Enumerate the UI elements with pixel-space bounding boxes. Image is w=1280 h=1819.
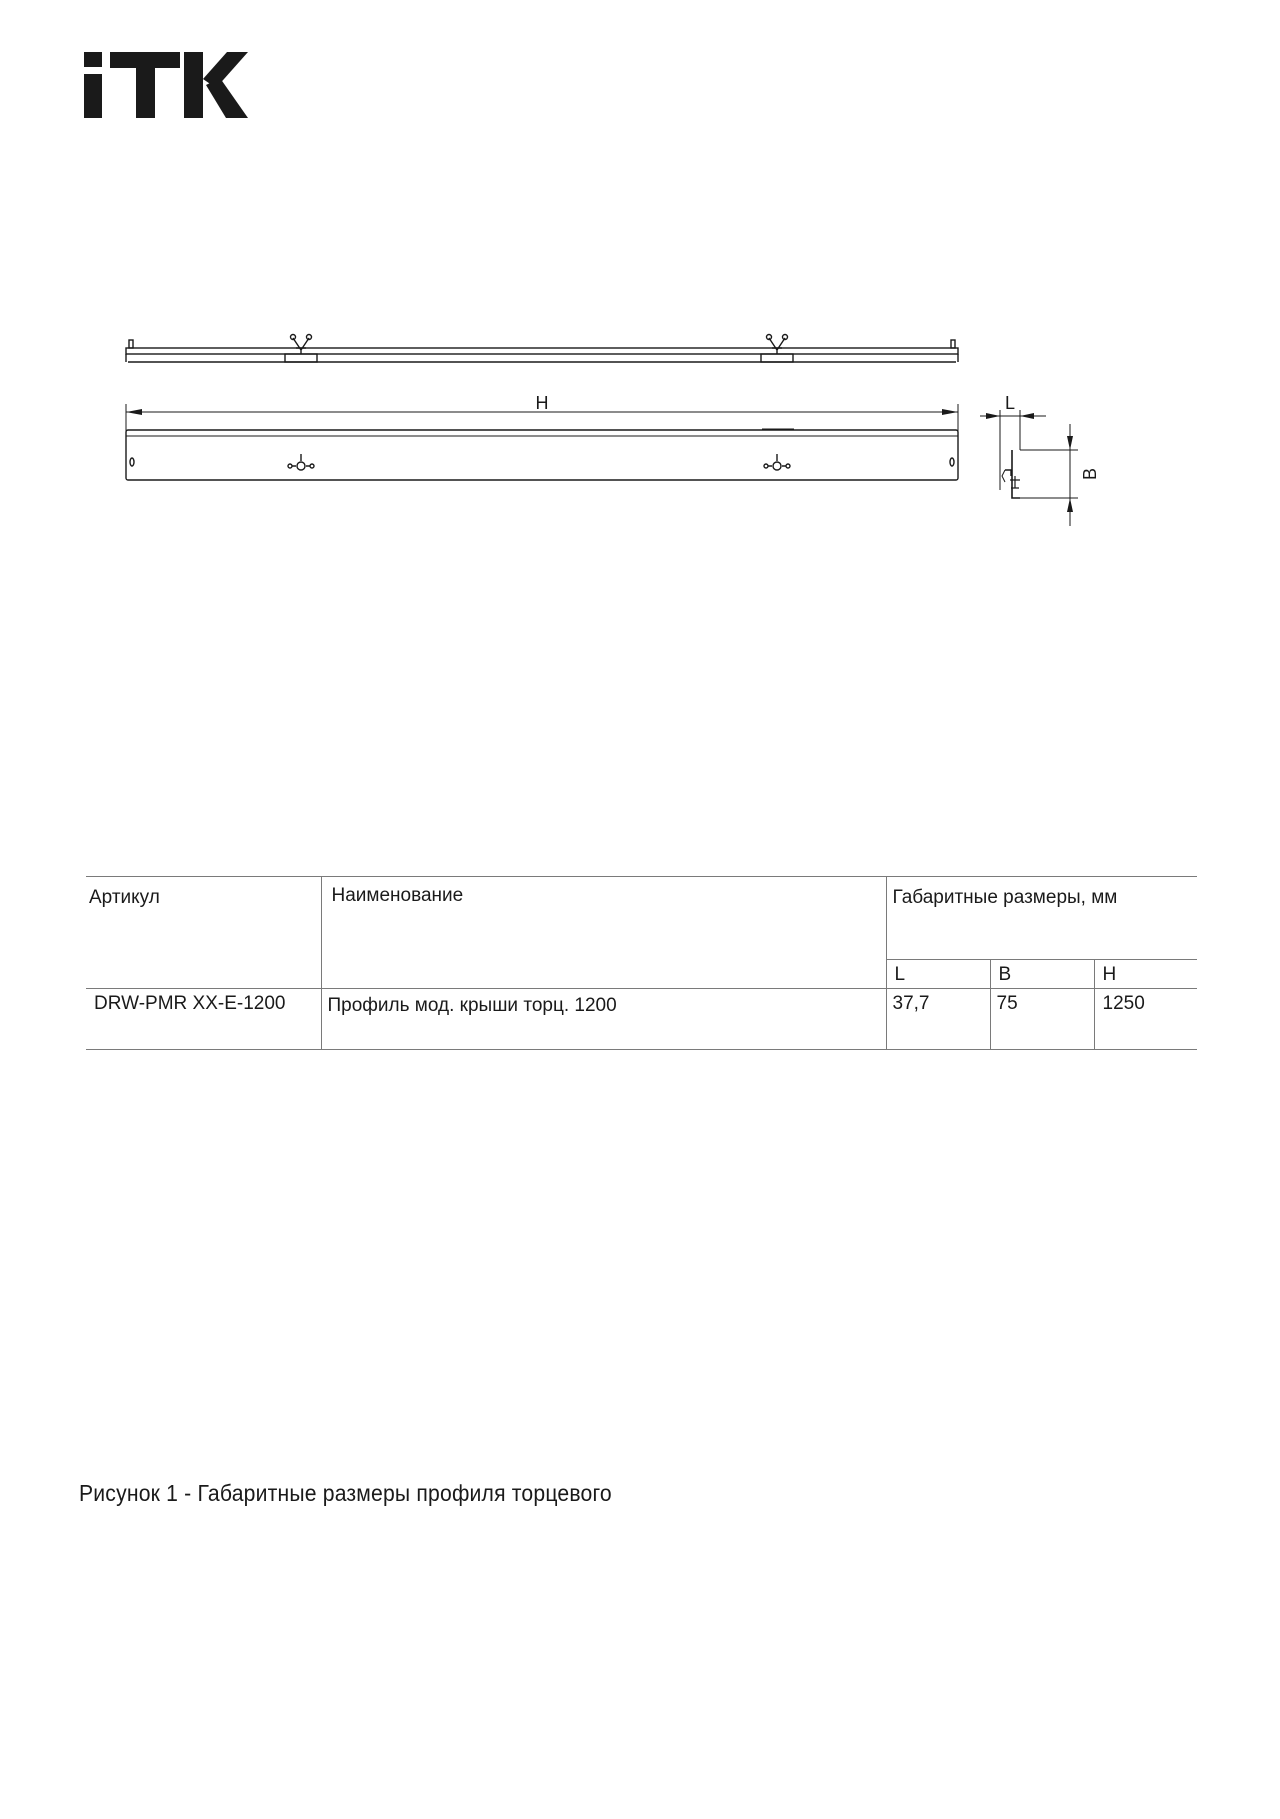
dimension-l-label: L [1004, 393, 1016, 413]
header-name: Наименование [331, 885, 464, 906]
top-view [126, 335, 958, 363]
dimension-h-label: H [535, 393, 549, 413]
profile-drawing [100, 320, 1120, 540]
itk-logo [84, 52, 248, 118]
front-view [126, 429, 958, 480]
header-dim-h: H [1102, 964, 1117, 985]
cell-name: Профиль мод. крыши торц. 1200 [327, 995, 617, 1016]
cell-b: 75 [996, 993, 1018, 1014]
header-dim-b: B [998, 964, 1012, 985]
cell-l: 37,7 [892, 993, 930, 1014]
cell-h: 1250 [1102, 993, 1145, 1014]
table-header-row [86, 877, 1197, 960]
figure-caption: Рисунок 1 - Габаритные размеры профиля торцевого [79, 1480, 612, 1506]
header-dim-l: L [894, 964, 906, 985]
dimension-b-label: B [1080, 467, 1100, 481]
table-row [86, 989, 1197, 1050]
header-dimensions: Габаритные размеры, мм [892, 887, 1118, 908]
dimensions-table [86, 876, 1197, 1050]
wing-nut-icon [764, 454, 790, 470]
side-view [980, 410, 1078, 526]
header-article: Артикул [89, 887, 160, 908]
cell-article: DRW-PMR XX-E-1200 [94, 993, 286, 1014]
wing-nut-icon [288, 454, 314, 470]
